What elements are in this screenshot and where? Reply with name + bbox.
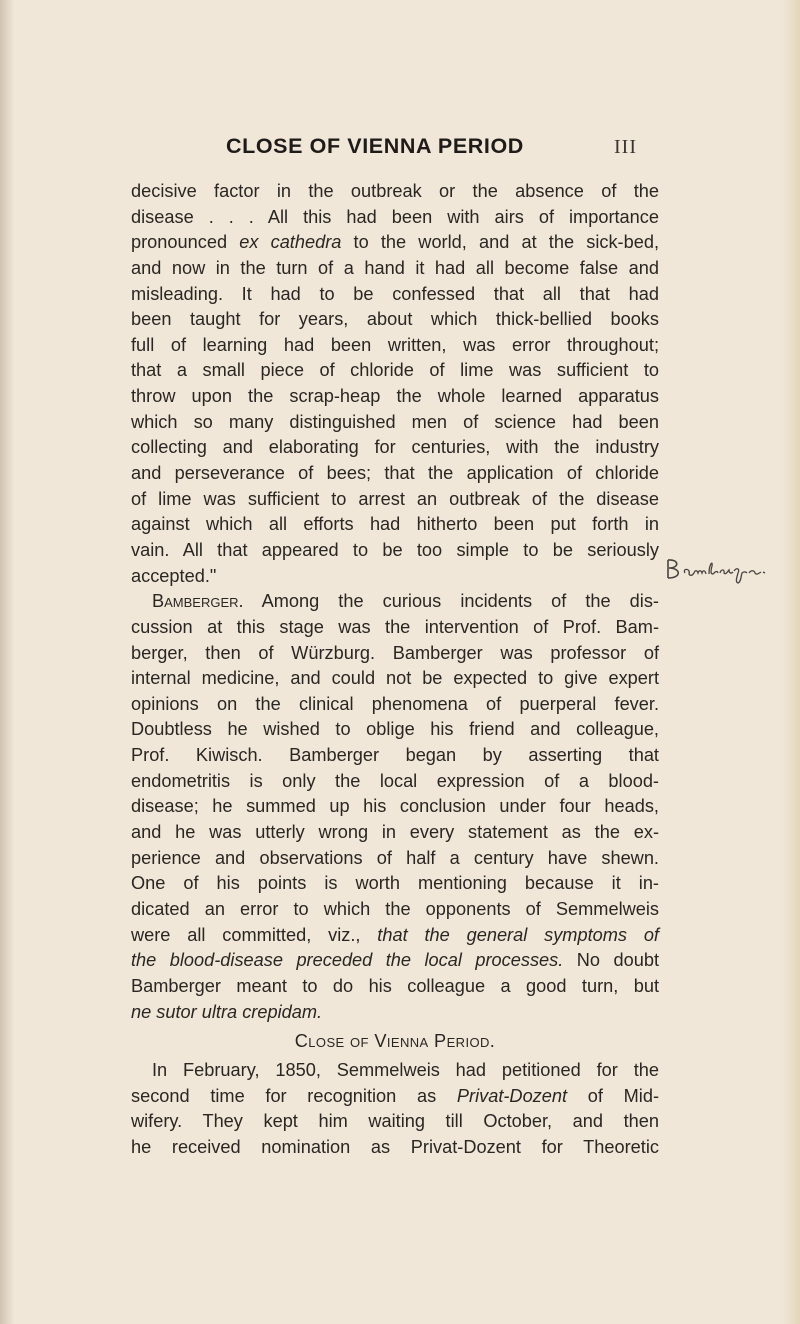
- text-line: Bamberger meant to do his colleague a good turn, but: [131, 975, 659, 996]
- text-line: that a small piece of chloride of lime was sufficient to: [131, 360, 659, 381]
- text-line: wifery. They kept him waiting till October, and then: [131, 1111, 659, 1132]
- text-line: throw upon the scrap-heap the whole learned apparatus: [131, 386, 659, 407]
- text-span: No doubt: [563, 950, 659, 971]
- text-line: Prof. Kiwisch. Bamberger began by asserting that: [131, 745, 659, 766]
- latin-phrase: ne sutor ultra crepidam.: [131, 1001, 323, 1022]
- text-line: berger, then of Würzburg. Bamberger was professor of: [131, 642, 659, 663]
- text-line: vain. All that appeared to be too simple to be seriously: [131, 539, 659, 560]
- text-line: which so many distinguished men of science had been: [131, 411, 659, 432]
- paragraph-2: [131, 589, 659, 1025]
- text-line: collecting and elaborating for centuries, with the industry: [131, 437, 659, 458]
- text-line: misleading. It had to be confessed that all that had: [131, 283, 659, 304]
- margin-note-handwritten: [665, 556, 785, 586]
- text-line: Doubtless he wished to oblige his friend and colleague,: [131, 719, 659, 740]
- text-line: In February, 1850, Semmelweis had petitioned for the: [152, 1060, 659, 1081]
- paragraph-head: Bamberger.: [152, 591, 244, 612]
- text-line: [131, 589, 659, 615]
- text-line: cussion at this stage was the intervention of Prof. Bam-: [131, 616, 659, 637]
- text-line: dicated an error to which the opponents of Semmelweis: [131, 898, 659, 919]
- text-line: and now in the turn of a hand it had all become false and: [131, 257, 659, 278]
- text-line: opinions on the clinical phenomena of puerperal fever.: [131, 693, 659, 714]
- text-line: internal medicine, and could not be expected to give expert: [131, 668, 659, 689]
- section-heading: Close of Vienna Period.: [294, 1031, 496, 1052]
- text-span: were all committed, viz.,: [131, 924, 378, 945]
- text-line: decisive factor in the outbreak or the absence of the: [131, 181, 659, 201]
- text-line: he received nomination as Privat-Dozent for Theoretic: [131, 1137, 659, 1158]
- italic-span: the blood-disease preceded the local processes.: [131, 950, 564, 971]
- text-span: pronounced: [131, 232, 240, 253]
- paragraph-3: [131, 1058, 659, 1161]
- text-line: been taught for years, about which thick-bellied books: [131, 309, 659, 330]
- page-edge-right: [782, 0, 800, 1324]
- text-line: full of learning had been written, was error throughout;: [131, 334, 659, 355]
- text-span: second time for recognition as: [131, 1085, 457, 1106]
- text-line: accepted.": [131, 565, 217, 586]
- text-line: [131, 1000, 659, 1026]
- text-span: of Mid-: [567, 1085, 659, 1106]
- text-line: [131, 948, 659, 974]
- paragraph-1: [131, 179, 659, 589]
- text-line: disease . . . All this had been with airs of importance: [131, 206, 659, 227]
- page-number: III: [614, 136, 637, 158]
- running-title: CLOSE OF VIENNA PERIOD: [226, 134, 524, 158]
- italic-span: Privat-Dozent: [456, 1085, 568, 1106]
- text-span: to the world, and at the sick-bed,: [341, 232, 660, 253]
- text-line: One of his points is worth mentioning because it in-: [131, 873, 659, 894]
- text-line: of lime was sufficient to arrest an outbreak of the disease: [131, 488, 659, 509]
- text-line: and perseverance of bees; that the application of chloride: [131, 463, 659, 484]
- text-line: [131, 230, 659, 256]
- text-line: and he was utterly wrong in every statement as the ex-: [131, 822, 659, 843]
- latin-phrase: ex cathedra: [239, 232, 342, 253]
- text-line: endometritis is only the local expression of a blood-: [131, 770, 659, 791]
- text-line: perience and observations of half a century have shewn.: [131, 847, 659, 868]
- text-line: against which all efforts had hitherto been put forth in: [131, 514, 659, 535]
- page-edge-left: [0, 0, 14, 1324]
- body-text: [131, 179, 659, 1161]
- text-span: Among the curious incidents of the dis-: [243, 591, 659, 612]
- italic-span: that the general symptoms of: [377, 924, 659, 945]
- text-line: [131, 1084, 659, 1110]
- text-line: [131, 923, 659, 949]
- running-head: [0, 134, 800, 168]
- text-line: disease; he summed up his conclusion under four heads,: [131, 796, 659, 817]
